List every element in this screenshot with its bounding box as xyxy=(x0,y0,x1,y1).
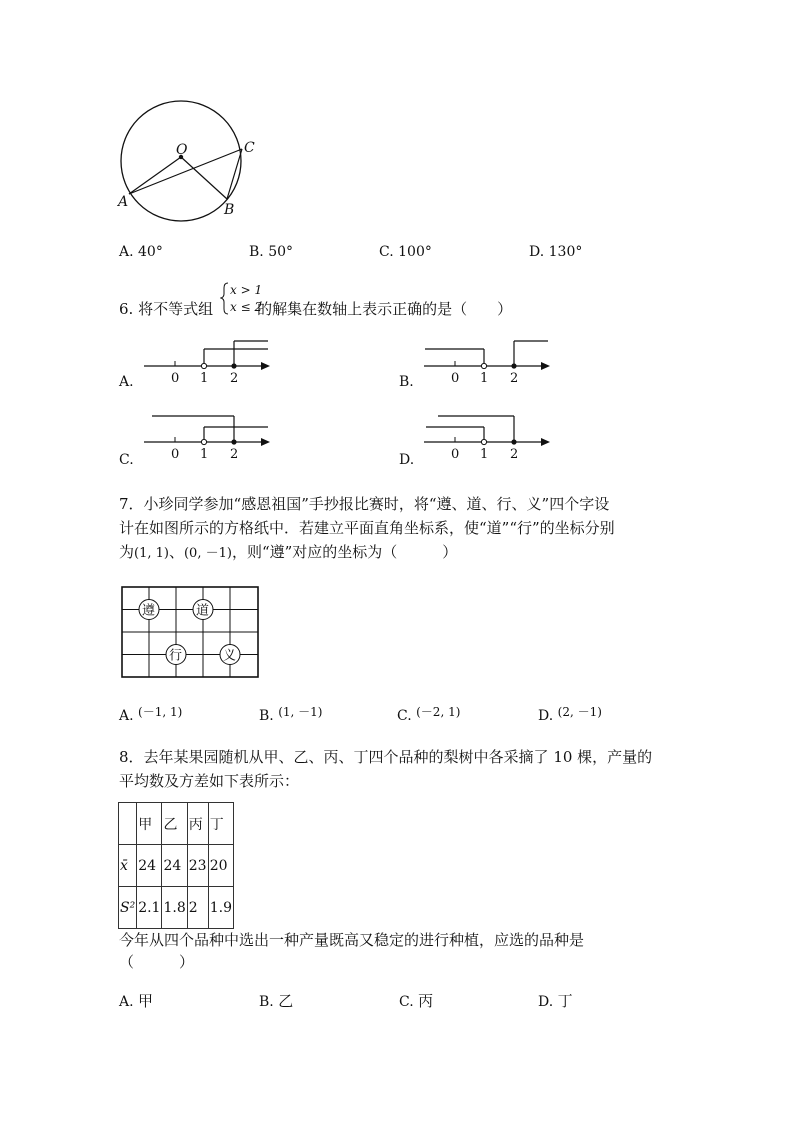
q8-line-1: 8．去年某果园随机从甲、乙、丙、丁四个品种的梨树中各采摘了 10 棵，产量的 xyxy=(119,748,653,766)
q8-line-4: （ ） xyxy=(119,953,195,971)
table-header: 丙 xyxy=(187,803,208,845)
label-O: O xyxy=(176,142,188,158)
q5-option-d: D. 130° xyxy=(529,244,583,260)
numberline-d xyxy=(420,410,555,460)
svg-text:2: 2 xyxy=(510,447,519,460)
table-header: 甲 xyxy=(137,803,162,845)
q8-option-c: C. 丙 xyxy=(399,992,434,1010)
label-B: B xyxy=(224,202,235,218)
q6-option-c-label: C. xyxy=(119,452,134,468)
row-label-mean: x̄ xyxy=(119,845,137,887)
label-A: A xyxy=(118,194,129,210)
svg-text:0: 0 xyxy=(451,371,460,385)
svg-text:1: 1 xyxy=(480,447,489,460)
svg-text:0: 0 xyxy=(171,447,180,460)
numberline-c xyxy=(140,410,275,460)
q8-line-3: 今年从四个品种中选出一种产量既高又稳定的进行种植，应选的品种是 xyxy=(119,931,585,949)
svg-text:2: 2 xyxy=(230,371,239,385)
table-header-row xyxy=(119,803,234,845)
table-cell: 1.9 xyxy=(208,887,233,929)
svg-text:1: 1 xyxy=(200,371,209,385)
table-cell: 2 xyxy=(187,887,208,929)
q7-option-a: A. (－1, 1) xyxy=(119,705,183,724)
numberline-a xyxy=(140,335,275,385)
system-line-1: x > 1 xyxy=(230,283,263,297)
q7-line-3: 为(1, 1)、(0, －1)，则“遵”对应的坐标为（ ） xyxy=(119,543,458,561)
table-cell: 20 xyxy=(208,845,233,887)
q6-option-b-label: B. xyxy=(399,374,414,390)
table-cell: 2.1 xyxy=(137,887,162,929)
q7-option-b: B. (1, －1) xyxy=(259,705,323,724)
circle-outline xyxy=(121,101,241,221)
table-row xyxy=(119,887,234,929)
char-dao: 道 xyxy=(196,603,210,619)
svg-text:1: 1 xyxy=(200,447,209,460)
q6-stem: 6. 将不等式组 的解集在数轴上表示正确的是（ ） xyxy=(119,300,513,318)
char-xing: 行 xyxy=(169,648,183,664)
table-cell: 24 xyxy=(137,845,162,887)
q7-line-1: 7．小珍同学参加“感恩祖国”手抄报比赛时，将“遵、道、行、义”四个字设 xyxy=(119,495,610,513)
character-grid xyxy=(120,585,262,681)
q5-option-c: C. 100° xyxy=(379,244,432,260)
table-header: 乙 xyxy=(162,803,187,845)
table-cell xyxy=(119,803,137,845)
q8-option-b: B. 乙 xyxy=(259,992,294,1010)
q6-option-d-label: D. xyxy=(399,452,415,468)
char-zun: 遵 xyxy=(142,603,156,619)
q7-option-c: C. (－2, 1) xyxy=(397,705,461,724)
table-cell: 1.8 xyxy=(162,887,187,929)
q6-option-a-label: A. xyxy=(119,374,134,390)
char-yi: 义 xyxy=(223,648,237,664)
label-C: C xyxy=(244,140,255,156)
svg-text:0: 0 xyxy=(171,371,180,385)
q5-option-b: B. 50° xyxy=(249,244,294,260)
table-cell: 24 xyxy=(162,845,187,887)
svg-text:1: 1 xyxy=(480,371,489,385)
q8-line-2: 平均数及方差如下表所示： xyxy=(119,772,300,790)
svg-text:0: 0 xyxy=(451,447,460,460)
system-line-2: x ≤ 2 xyxy=(230,300,263,314)
svg-text:2: 2 xyxy=(510,371,519,385)
q5-option-a: A. 40° xyxy=(119,244,163,260)
inequality-system xyxy=(220,280,270,316)
table-header: 丁 xyxy=(208,803,233,845)
table-row xyxy=(119,845,234,887)
circle-figure xyxy=(110,95,270,225)
stats-table xyxy=(118,802,234,929)
table-cell: 23 xyxy=(187,845,208,887)
q7-line-2: 计在如图所示的方格纸中．若建立平面直角坐标系，使“道”“行”的坐标分别 xyxy=(119,519,615,537)
segment-OB xyxy=(181,157,227,199)
q8-option-d: D. 丁 xyxy=(538,992,573,1010)
numberline-b xyxy=(420,335,555,385)
segment-OA xyxy=(129,157,181,194)
q8-option-a: A. 甲 xyxy=(119,992,154,1010)
row-label-variance: S² xyxy=(119,887,137,929)
svg-text:2: 2 xyxy=(230,447,239,460)
q7-option-d: D. (2, －1) xyxy=(538,705,602,724)
